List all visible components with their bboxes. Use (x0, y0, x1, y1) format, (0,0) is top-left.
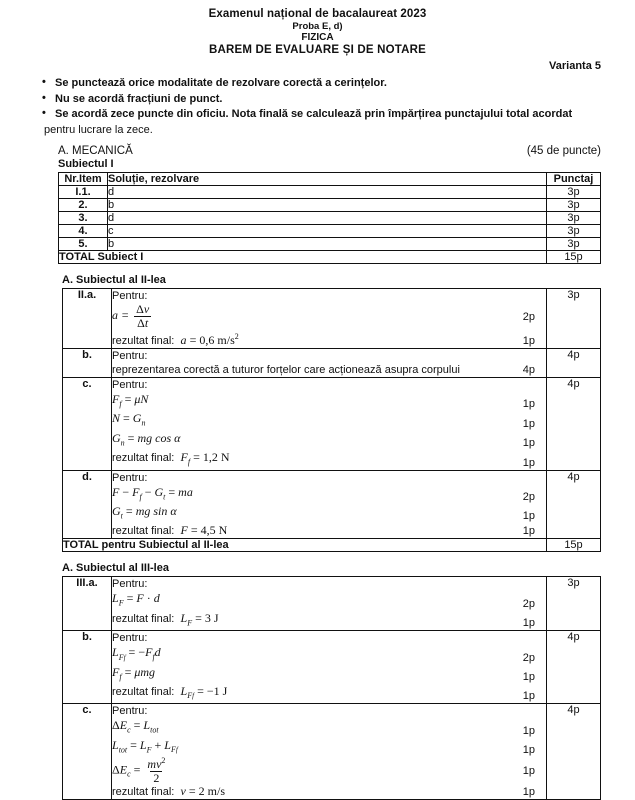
solution-line (112, 738, 546, 757)
row-item: c. (63, 378, 112, 471)
table-row (59, 186, 601, 199)
total-points: 15p (547, 251, 601, 264)
row-solution (112, 631, 547, 704)
table-row (63, 704, 601, 800)
instruction-text-continued: pentru lucrare la zece. (44, 123, 153, 136)
subject-2-title: A. Subiectul al II-lea (62, 274, 166, 286)
varianta-label: Varianta 5 (549, 60, 601, 72)
line-points: 1p (522, 690, 535, 703)
row-item: 4. (59, 225, 108, 238)
solution-line (112, 378, 546, 392)
row-item: 5. (59, 238, 108, 251)
solution-line (112, 665, 546, 684)
line-points: 2p (522, 310, 535, 323)
solution-line (112, 684, 546, 703)
solution-line (112, 631, 546, 645)
line-text: rezultat final: $F_f = 1,2$ N (112, 450, 230, 467)
subject-3-title: A. Subiectul al III-lea (62, 562, 169, 575)
line-text: Pentru: (112, 350, 148, 362)
total-label: TOTAL Subiect I (59, 251, 547, 264)
line-points: 2p (522, 597, 535, 610)
total-points: 15p (547, 539, 601, 552)
row-solution: b (108, 238, 547, 251)
line-points: 1p (522, 617, 535, 630)
rezultat-final-label: rezultat final: (112, 612, 175, 625)
rezultat-final-label: rezultat final: (112, 525, 175, 538)
solution-line (112, 784, 546, 799)
row-item: II.a. (63, 289, 112, 349)
table-row (63, 289, 601, 349)
row-points: 4p (547, 631, 601, 704)
row-solution: d (108, 212, 547, 225)
row-solution (112, 470, 547, 539)
line-points: 1p (522, 456, 535, 469)
formula-normal-weight: $G_n$ = mg cos α (112, 430, 181, 448)
row-points: 3p (547, 238, 601, 251)
formula-tangential-weight: $G_t$ = mg sin α (112, 503, 177, 521)
line-points: 1p (522, 744, 535, 757)
row-item: III.a. (63, 577, 112, 631)
solution-line (112, 718, 546, 737)
row-item: b. (63, 631, 112, 704)
line-text: Pentru: (112, 379, 148, 391)
header-line-proba: Proba E, d) (292, 21, 343, 32)
formula-kinetic-energy: $\Delta E_c$ = $\frac{mv^2}{2}$ (112, 756, 166, 785)
solution-line (112, 363, 546, 377)
line-text: rezultat final: a = 0,6 $m/s^2$ (112, 332, 239, 347)
header-line-barem: BAREM DE EVALUARE ȘI DE NOTARE (208, 44, 427, 56)
solution-line (112, 289, 546, 303)
total-label: TOTAL pentru Subiectul al II-lea (63, 539, 547, 552)
row-points: 4p (547, 704, 601, 800)
line-points: 1p (522, 786, 535, 799)
formula-work-friction: $L_{Ff} = -F_fd$ (112, 645, 161, 662)
row-solution: d (108, 186, 547, 199)
section-a-title: A. MECANICĂ (58, 145, 133, 157)
header-line-subject: FIZICA (301, 32, 334, 43)
table-row (63, 349, 601, 378)
line-text: Pentru: (112, 705, 148, 718)
row-solution (112, 577, 547, 631)
solution-line (112, 450, 546, 469)
solution-line (112, 471, 546, 485)
instruction-text: Se acordă zece puncte din oficiu. Nota finală se calculează prin împărțirea punctajului total acordat (55, 108, 573, 120)
table-row (59, 238, 601, 251)
row-solution: b (108, 199, 547, 212)
line-points: 2p (522, 651, 535, 664)
formula-friction-mu-mg: $F_f = \mu mg$ (112, 664, 156, 681)
table-row (59, 212, 601, 225)
instruction-item (0, 107, 635, 138)
row-solution (112, 704, 547, 800)
instruction-text: Se punctează orice modalitate de rezolvare corectă a cerințelor. (55, 77, 387, 89)
section-a-header (0, 145, 635, 157)
solution-line (112, 392, 546, 411)
rezultat-final-label: rezultat final: (112, 786, 175, 799)
line-points: 1p (522, 670, 535, 683)
instruction-text: Nu se acordă fracțiuni de punct. (55, 92, 223, 105)
line-points: 1p (522, 437, 535, 450)
line-text: Pentru: (112, 471, 148, 484)
solution-line (112, 303, 546, 330)
row-item: I.1. (59, 186, 108, 199)
line-points: 1p (522, 335, 535, 347)
table-row (63, 378, 601, 471)
solution-line (112, 523, 546, 538)
instructions-list (0, 76, 635, 138)
row-points: 3p (547, 186, 601, 199)
row-item: c. (63, 704, 112, 800)
line-points: 1p (522, 525, 535, 538)
solution-line (112, 591, 546, 610)
table-total-row (63, 539, 601, 552)
line-text: Pentru: (112, 578, 148, 591)
rezultat-final-label: rezultat final: (112, 335, 175, 347)
solution-line (112, 485, 546, 504)
line-text: rezultat final: F = 4,5 N (112, 523, 228, 538)
table-row (59, 225, 601, 238)
solution-line (112, 611, 546, 630)
column-header-points: Punctaj (547, 173, 601, 186)
formula-acceleration: a = $\frac{\Delta v}{\Delta t}$ (112, 302, 150, 330)
row-points: 3p (547, 577, 601, 631)
row-item: 3. (59, 212, 108, 225)
table-row (63, 631, 601, 704)
instruction-item (0, 92, 635, 108)
row-solution (112, 349, 547, 378)
line-points: 4p (522, 364, 535, 376)
row-solution (112, 289, 547, 349)
solution-line (112, 411, 546, 430)
line-text: rezultat final: v = 2 m/s (112, 784, 225, 799)
document-header (0, 0, 635, 58)
rezultat-final-label: rezultat final: (112, 452, 175, 465)
subject-3-table (62, 576, 601, 800)
column-header-solution: Soluție, rezolvare (108, 173, 547, 186)
row-points: 3p (547, 289, 601, 349)
formula-kinetic-energy-theorem: $\Delta E_c = L_{tot}$ (112, 718, 159, 735)
formula-total-work: $L_{tot} = L_F + L_{Ff}$ (112, 737, 178, 755)
column-header-item: Nr.Item (59, 173, 108, 186)
solution-line (112, 349, 546, 363)
solution-line (112, 645, 546, 664)
table-row (63, 470, 601, 539)
instruction-item (0, 76, 635, 92)
formula-normal-force: $N = G_n$ (112, 411, 146, 428)
row-points: 3p (547, 199, 601, 212)
line-points: 1p (522, 417, 535, 430)
solution-line (112, 757, 546, 784)
solution-line (112, 704, 546, 718)
row-points: 3p (547, 212, 601, 225)
row-points: 4p (547, 349, 601, 378)
solution-line (112, 431, 546, 450)
row-solution: c (108, 225, 547, 238)
formula-newton-second-law: $F - F_f - G_t$ = ma (112, 484, 193, 501)
rezultat-final-label: rezultat final: (112, 685, 175, 698)
line-text: rezultat final: $L_{Ff} = -1$ J (112, 683, 228, 701)
line-text: reprezentarea corectă a tuturor forțelor care acționează asupra corpului (112, 364, 460, 376)
line-points: 1p (522, 724, 535, 737)
row-item: b. (63, 349, 112, 378)
solution-line (112, 577, 546, 591)
row-points: 4p (547, 378, 601, 471)
table-header-row (59, 173, 601, 186)
line-points: 2p (522, 490, 535, 503)
line-points: 1p (522, 764, 535, 777)
line-text: Pentru: (112, 290, 148, 302)
row-item: 2. (59, 199, 108, 212)
line-points: 1p (522, 398, 535, 411)
table-total-row (59, 251, 601, 264)
line-text: rezultat final: $L_F = 3$ J (112, 610, 219, 628)
formula-work-force: $L_F = F \cdot d$ (112, 591, 160, 608)
header-line-exam: Examenul național de bacalaureat 2023 (208, 8, 427, 20)
subject-1-table (58, 172, 601, 264)
row-solution (112, 378, 547, 471)
line-text: Pentru: (112, 632, 148, 645)
subject-1-title: Subiectul I (58, 158, 114, 170)
subject-2-table (62, 288, 601, 552)
formula-friction-force: $F_f = \mu N$ (112, 392, 149, 409)
row-points: 3p (547, 225, 601, 238)
solution-line (112, 330, 546, 348)
row-item: d. (63, 470, 112, 539)
line-points: 1p (522, 510, 535, 523)
section-a-points: (45 de puncte) (526, 145, 601, 157)
row-points: 4p (547, 470, 601, 539)
table-row (59, 199, 601, 212)
solution-line (112, 504, 546, 523)
table-row (63, 577, 601, 631)
